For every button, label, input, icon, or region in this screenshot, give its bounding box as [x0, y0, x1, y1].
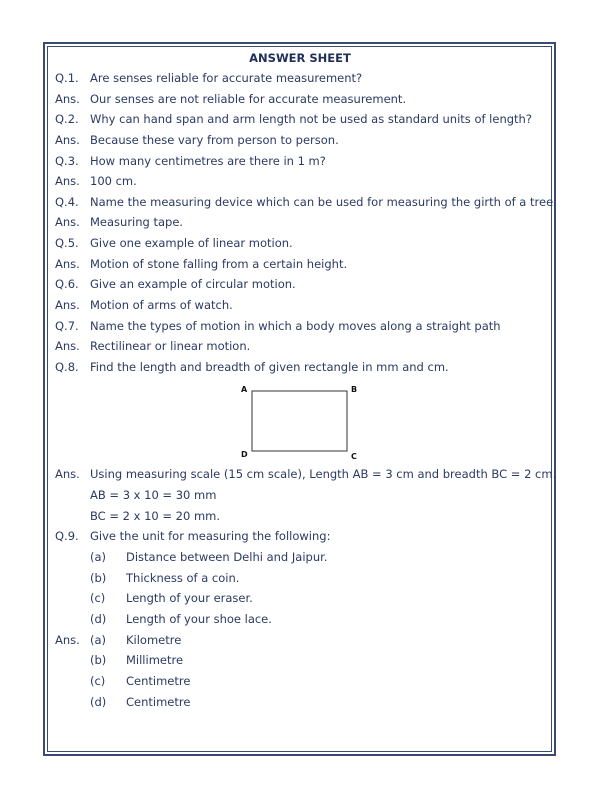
line-text: Name the types of motion in which a body moves along a straight path: [90, 319, 501, 333]
item-marker: (d): [90, 695, 107, 709]
line-text: Give the unit for measuring the following:: [90, 529, 331, 543]
rectangle-figure: [230, 382, 360, 462]
line-label: Q.6.: [55, 277, 79, 291]
item-text: Length of your shoe lace.: [126, 612, 272, 626]
line-text: Give one example of linear motion.: [90, 236, 293, 250]
item-text: Kilometre: [126, 633, 182, 647]
line-label: Q.4.: [55, 195, 79, 209]
line-label: Ans.: [55, 92, 80, 106]
line-text: Why can hand span and arm length not be used as standard units of length?: [90, 112, 532, 126]
line-text: Find the length and breadth of given rectangle in mm and cm.: [90, 360, 449, 374]
line-text: Name the measuring device which can be used for measuring the girth of a tree.: [90, 195, 557, 209]
line-text: Using measuring scale (15 cm scale), Length AB = 3 cm and breadth BC = 2 cm.: [90, 467, 557, 481]
vertex-b-label: B: [351, 385, 358, 394]
qa-line: [0, 174, 600, 190]
line-text: How many centimetres are there in 1 m?: [90, 154, 326, 168]
list-item: [0, 653, 600, 669]
qa-line: [0, 195, 600, 211]
line-text: Measuring tape.: [90, 215, 184, 229]
qa-line: [0, 529, 600, 545]
line-text: 100 cm.: [90, 174, 137, 188]
line-label: Q.5.: [55, 236, 79, 250]
line-label: Ans.: [55, 215, 80, 229]
qa-line: [0, 319, 600, 335]
item-text: Length of your eraser.: [126, 591, 253, 605]
line-text: Because these vary from person to person.: [90, 133, 339, 147]
qa-line: [0, 339, 600, 355]
calc-line: [0, 509, 600, 525]
qa-line: [0, 112, 600, 128]
calc-text: BC = 2 x 10 = 20 mm.: [90, 509, 221, 523]
line-text: Our senses are not reliable for accurate measurement.: [90, 92, 407, 106]
vertex-c-label: C: [351, 452, 357, 461]
item-marker: (c): [90, 591, 106, 605]
list-item: [0, 591, 600, 607]
calc-text: AB = 3 x 10 = 30 mm: [90, 488, 217, 502]
line-label: Ans.: [55, 339, 80, 353]
list-item: [0, 612, 600, 628]
qa-line: [0, 257, 600, 273]
list-item: [0, 695, 600, 711]
list-item: [0, 550, 600, 566]
vertex-a-label: A: [241, 385, 248, 394]
item-marker: (a): [90, 550, 107, 564]
line-text: Motion of stone falling from a certain height.: [90, 257, 348, 271]
item-marker: (b): [90, 571, 107, 585]
line-label: Ans.: [55, 174, 80, 188]
line-text: Give an example of circular motion.: [90, 277, 296, 291]
qa-line: [0, 71, 600, 87]
list-item: [0, 674, 600, 690]
qa-line: [0, 236, 600, 252]
qa-line: [0, 154, 600, 170]
line-label: Ans.: [55, 257, 80, 271]
list-item: [0, 633, 600, 649]
item-text: Distance between Delhi and Jaipur.: [126, 550, 328, 564]
list-item: [0, 571, 600, 587]
line-label: Q.7.: [55, 319, 79, 333]
item-marker: (b): [90, 653, 107, 667]
qa-line: [0, 133, 600, 149]
calc-line: [0, 488, 600, 504]
item-text: Millimetre: [126, 653, 184, 667]
item-marker: (c): [90, 674, 106, 688]
qa-line: [0, 277, 600, 293]
item-marker: (a): [90, 633, 107, 647]
vertex-d-label: D: [241, 450, 248, 459]
qa-line: [0, 298, 600, 314]
line-label: Q.2.: [55, 112, 79, 126]
item-text: Centimetre: [126, 695, 191, 709]
line-text: Rectilinear or linear motion.: [90, 339, 251, 353]
line-label: Ans.: [55, 633, 80, 647]
item-marker: (d): [90, 612, 107, 626]
line-label: Ans.: [55, 133, 80, 147]
line-label: Q.1.: [55, 71, 79, 85]
qa-line: [0, 467, 600, 483]
item-text: Thickness of a coin.: [126, 571, 240, 585]
line-label: Q.9.: [55, 529, 79, 543]
line-label: Ans.: [55, 298, 80, 312]
line-label: Q.3.: [55, 154, 79, 168]
line-label: Ans.: [55, 467, 80, 481]
qa-line: [0, 92, 600, 108]
line-text: Motion of arms of watch.: [90, 298, 233, 312]
sheet-title: ANSWER SHEET: [249, 51, 351, 65]
qa-line: [0, 360, 600, 376]
qa-line: [0, 215, 600, 231]
rectangle-shape: [252, 391, 347, 451]
line-text: Are senses reliable for accurate measurement?: [90, 71, 363, 85]
item-text: Centimetre: [126, 674, 191, 688]
line-label: Q.8.: [55, 360, 79, 374]
